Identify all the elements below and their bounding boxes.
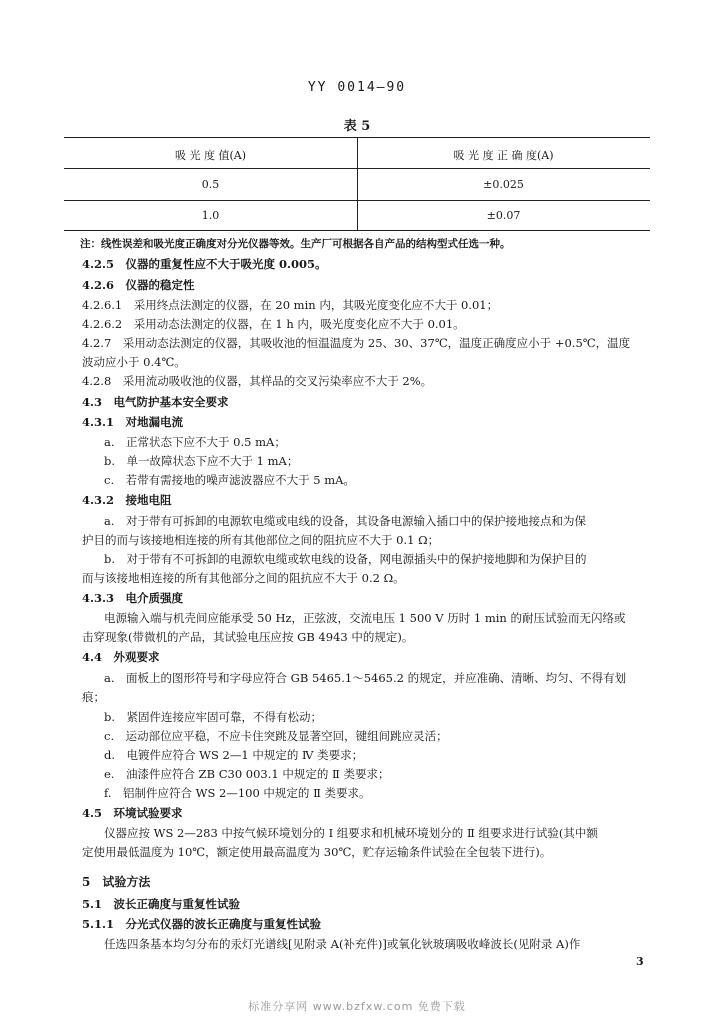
section-5-1: 5.1 波长正确度与重复性试验 <box>82 897 241 911</box>
list-item-a: a. 正常状态下应不大于 0.5 mA； <box>104 435 286 449</box>
table-caption: 表 5 <box>343 119 371 134</box>
paragraph-cont: 定使用最低温度为 10℃，额定使用最高温度为 30℃，贮存运输条件试验在全包装下进行)。 <box>82 845 552 859</box>
table-cell: ±0.025 <box>483 178 524 191</box>
list-item-a: a. 面板上的图形符号和字母应符合 GB 5465.1～5465.2 的规定，并应准确、清晰、均匀、不得有划 <box>104 671 627 685</box>
clause-4-2-5: 4.2.5 仪器的重复性应不大于吸光度 0.005。 <box>82 257 327 271</box>
clause-5-1-1: 5.1.1 分光式仪器的波长正确度与重复性试验 <box>82 917 322 931</box>
clause-4-2-7: 4.2.7 采用动态法测定的仪器，其吸收池的恒温温度为 25、30、37℃，温度正确度应小于 +0.5℃，温度 <box>82 336 631 350</box>
paragraph-cont: 击穿现象(带微机的产品，其试验电压应按 GB 4943 中的规定)。 <box>82 630 414 644</box>
list-item-f: f. 铝制件应符合 WS 2—100 中规定的 Ⅱ 类要求。 <box>104 786 371 800</box>
clause-4-2-6: 4.2.6 仪器的稳定性 <box>82 278 195 292</box>
paragraph: 任选四条基本均匀分布的汞灯光谱线[见附录 A(补充件)]或氧化钬玻璃吸收峰波长(见附录 A)作 <box>104 937 581 951</box>
clause-4-2-6-1: 4.2.6.1 采用终点法测定的仪器，在 20 min 内，其吸光度变化应不大于 0.01； <box>82 298 499 312</box>
chapter-5-heading: 5 试验方法 <box>82 875 151 889</box>
clause-4-3-2: 4.3.2 接地电阻 <box>82 493 172 507</box>
table-note: 注：线性误差和吸光度正确度对分光仪器等效。生产厂可根据各自产品的结构型式任选一种。 <box>80 238 511 250</box>
list-item-a-cont: 痕； <box>82 690 105 704</box>
section-4-5: 4.5 环境试验要求 <box>82 806 183 820</box>
table-cell: 0.5 <box>201 178 220 191</box>
standard-code: YY 0014—90 <box>307 80 407 95</box>
table-header-cell: 吸 光 度 值(A) <box>174 149 247 162</box>
section-4-4: 4.4 外观要求 <box>82 650 160 664</box>
clause-4-3-1: 4.3.1 对地漏电流 <box>82 415 184 429</box>
list-item-c: c. 若带有需接地的噪声滤波器应不大于 5 mA。 <box>104 473 355 487</box>
paragraph: 电源输入端与机壳间应能承受 50 Hz，正弦波，交流电压 1 500 V 历时 1 min 的耐压试验而无闪络或 <box>104 611 626 625</box>
table-header-cell: 吸 光 度 正 确 度(A) <box>453 149 554 162</box>
list-item-b: b. 紧固件连接应牢固可靠，不得有松动； <box>104 710 323 724</box>
paragraph: 仪器应按 WS 2—283 中按气候环境划分的 Ⅰ 组要求和机械环境划分的 Ⅱ 组要求进行试验(其中额 <box>104 826 598 840</box>
clause-4-2-7-cont: 波动应小于 0.4℃。 <box>82 355 186 369</box>
section-4-3: 4.3 电气防护基本安全要求 <box>82 395 229 409</box>
list-item-c: c. 运动部位应平稳，不应卡住突跳及显著空回，键组间跳应灵活； <box>104 729 448 743</box>
list-item-b: b. 单一故障状态下应不大于 1 mA； <box>104 454 299 468</box>
list-item-a-cont: 护目的而与该接地相连接的所有其他部位之间的阻抗应不大于 0.1 Ω； <box>82 533 440 547</box>
list-item-a: a. 对于带有可拆卸的电源软电缆或电线的设备，其设备电源输入插口中的保护接地接点和为保 <box>104 514 587 528</box>
table-cell: ±0.07 <box>486 209 521 222</box>
table-rule-bottom <box>64 230 650 231</box>
table-cell: 1.0 <box>201 209 220 222</box>
site-watermark: 标准分享网 www.bzfxw.com 免费下载 <box>248 1000 466 1013</box>
list-item-e: e. 油漆件应符合 ZB C30 003.1 中规定的 Ⅱ 类要求； <box>104 767 390 781</box>
list-item-d: d. 电镀件应符合 WS 2—1 中规定的 Ⅳ 类要求； <box>104 748 364 762</box>
page-number: 3 <box>636 955 644 968</box>
list-item-b: b. 对于带有不可拆卸的电源软电缆或软电线的设备，网电源插头中的保护接地脚和为保护目的 <box>104 552 587 566</box>
list-item-b-cont: 而与该接地相连接的所有其他部分之间的阻抗应不大于 0.2 Ω。 <box>82 571 405 585</box>
clause-4-2-6-2: 4.2.6.2 采用动态法测定的仪器，在 1 h 内，吸光度变化应不大于 0.01。 <box>82 317 465 331</box>
clause-4-3-3: 4.3.3 电介质强度 <box>82 591 184 605</box>
clause-4-2-8: 4.2.8 采用流动吸收池的仪器，其样品的交叉污染率应不大于 2%。 <box>82 374 433 388</box>
